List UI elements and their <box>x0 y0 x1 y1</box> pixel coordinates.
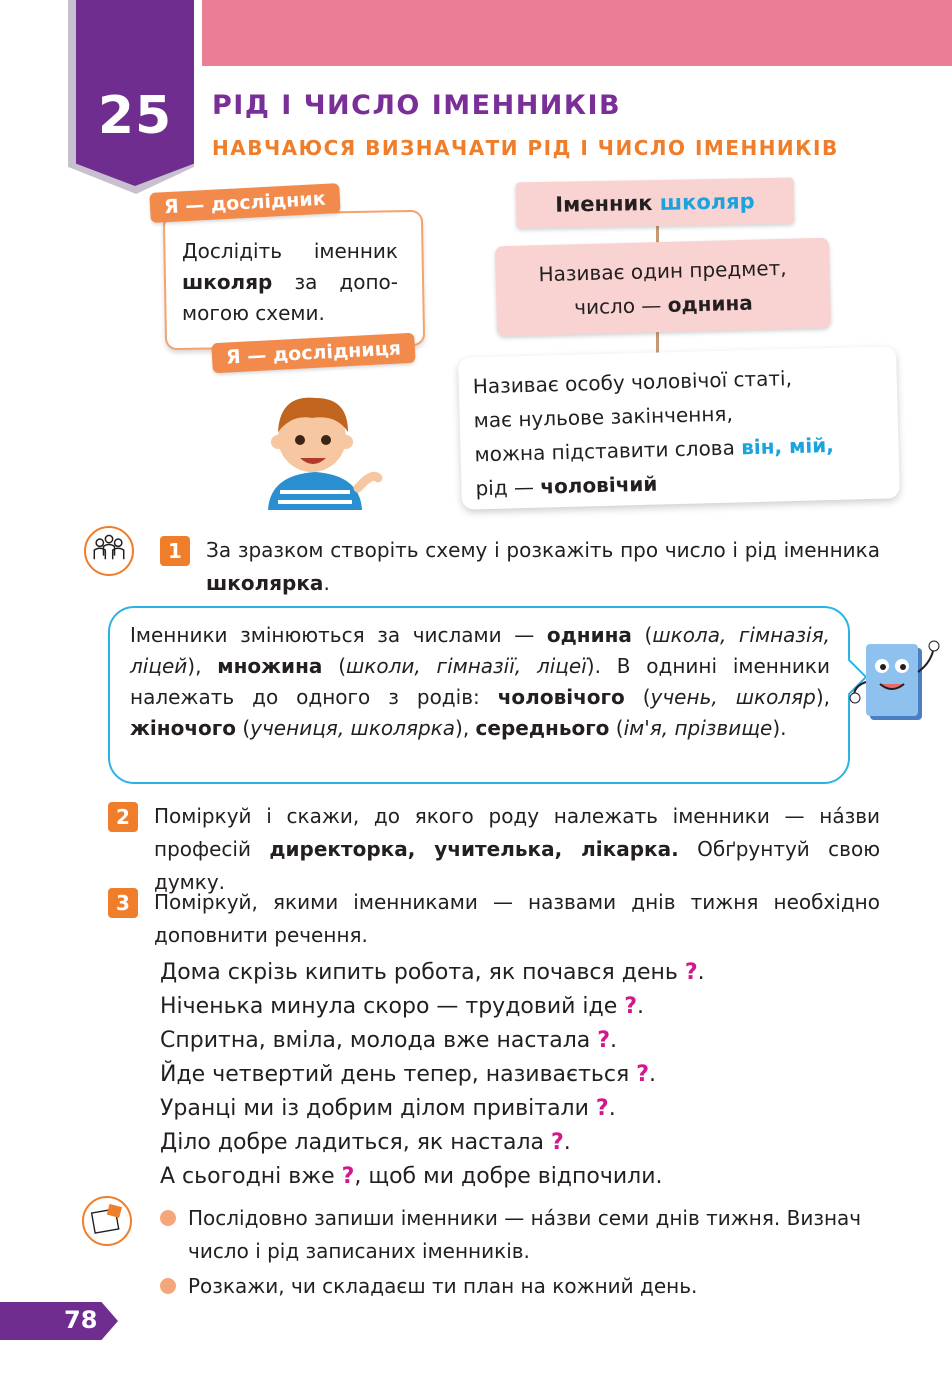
question-mark: ? <box>684 960 698 985</box>
extra-task-1: Послідовно запиши іменники — на́зви семи днів тижня. Визнач число і рід записаних іменників. <box>188 1206 862 1263</box>
poem-line: А сьогодні вже ?, щоб ми добре відпочили. <box>160 1164 663 1189</box>
bullet <box>160 1210 176 1226</box>
poem-line: Діло добре ладиться, як настала ?. <box>160 1130 571 1155</box>
poem-line: Ніченька минула скоро — трудовий іде ?. <box>160 994 645 1019</box>
task-3-text: Поміркуй, якими іменниками — назвами днів тижня необхідно доповнити речення. <box>154 890 880 947</box>
poem <box>160 956 705 1194</box>
question-mark: ? <box>597 1028 611 1053</box>
group-work-icon <box>84 526 134 576</box>
rule-text: Іменники змінюються за числами — однина (школа, гімназія, ліцей), множина (школи, гімназії, ліцеї). В однині іменники належать до одного з родів: чоловічого (учень, школяр), жіночого (учениця, школярка), середнього (ім'я, прізвище). <box>130 623 831 740</box>
boy-illustration <box>240 380 390 510</box>
task-number: 3 <box>108 888 138 918</box>
task-2-text: Поміркуй і скажи, до якого роду належать іменники — на́зви професій директорка, учителька, лікарка. Обґрунтуй свою думку. <box>154 804 881 894</box>
page-number-tab <box>0 1302 118 1340</box>
question-mark: ? <box>341 1164 355 1189</box>
poem-line: Йде четвертий день тепер, називається ?. <box>160 1062 656 1087</box>
page-title: РІД І ЧИСЛО ІМЕННИКІВ <box>212 90 622 121</box>
question-mark: ? <box>636 1062 649 1087</box>
task-number: 2 <box>108 802 138 832</box>
question-mark: ? <box>595 1096 609 1121</box>
task-number: 1 <box>160 536 190 566</box>
top-banner <box>202 0 952 66</box>
task-1-text: За зразком створіть схему і розкажіть про число і рід іменника школярка. <box>206 538 880 595</box>
extra-task-2: Розкажи, чи складаєш ти план на кожний день. <box>188 1274 698 1298</box>
page-number: 78 <box>64 1306 98 1334</box>
question-mark: ? <box>551 1130 564 1155</box>
page-subtitle: НАВЧАЮСЯ ВИЗНАЧАТИ РІД І ЧИСЛО ІМЕННИКІВ <box>212 136 839 160</box>
tag-researcher-male: Я — дослідник <box>149 183 340 223</box>
poem-line: Уранці ми із добрим ділом привітали ?. <box>160 1096 616 1121</box>
scheme-header: Іменник школяр <box>516 178 795 229</box>
lesson-number: 25 <box>97 86 173 146</box>
poem-line: Дома скрізь кипить робота, як почався день ?. <box>160 960 705 985</box>
research-text: Дослідіть іменник школяр за допо-могою схеми. <box>182 239 399 325</box>
poem-line: Спритна, вміла, молода вже настала ?. <box>160 1028 618 1053</box>
puzzle-icon <box>82 1196 132 1246</box>
tag-researcher-female: Я — дослідниця <box>211 333 415 374</box>
book-mascot-illustration <box>848 632 944 728</box>
scheme-number-box: Називає один предмет, число — однина <box>495 238 831 337</box>
bullet <box>160 1278 176 1294</box>
scheme-gender-box: Називає особу чоловічої статі, має нульове закінчення, можна підставити слова він, мій, рід — чоловічий <box>458 346 900 509</box>
question-mark: ? <box>624 994 638 1019</box>
